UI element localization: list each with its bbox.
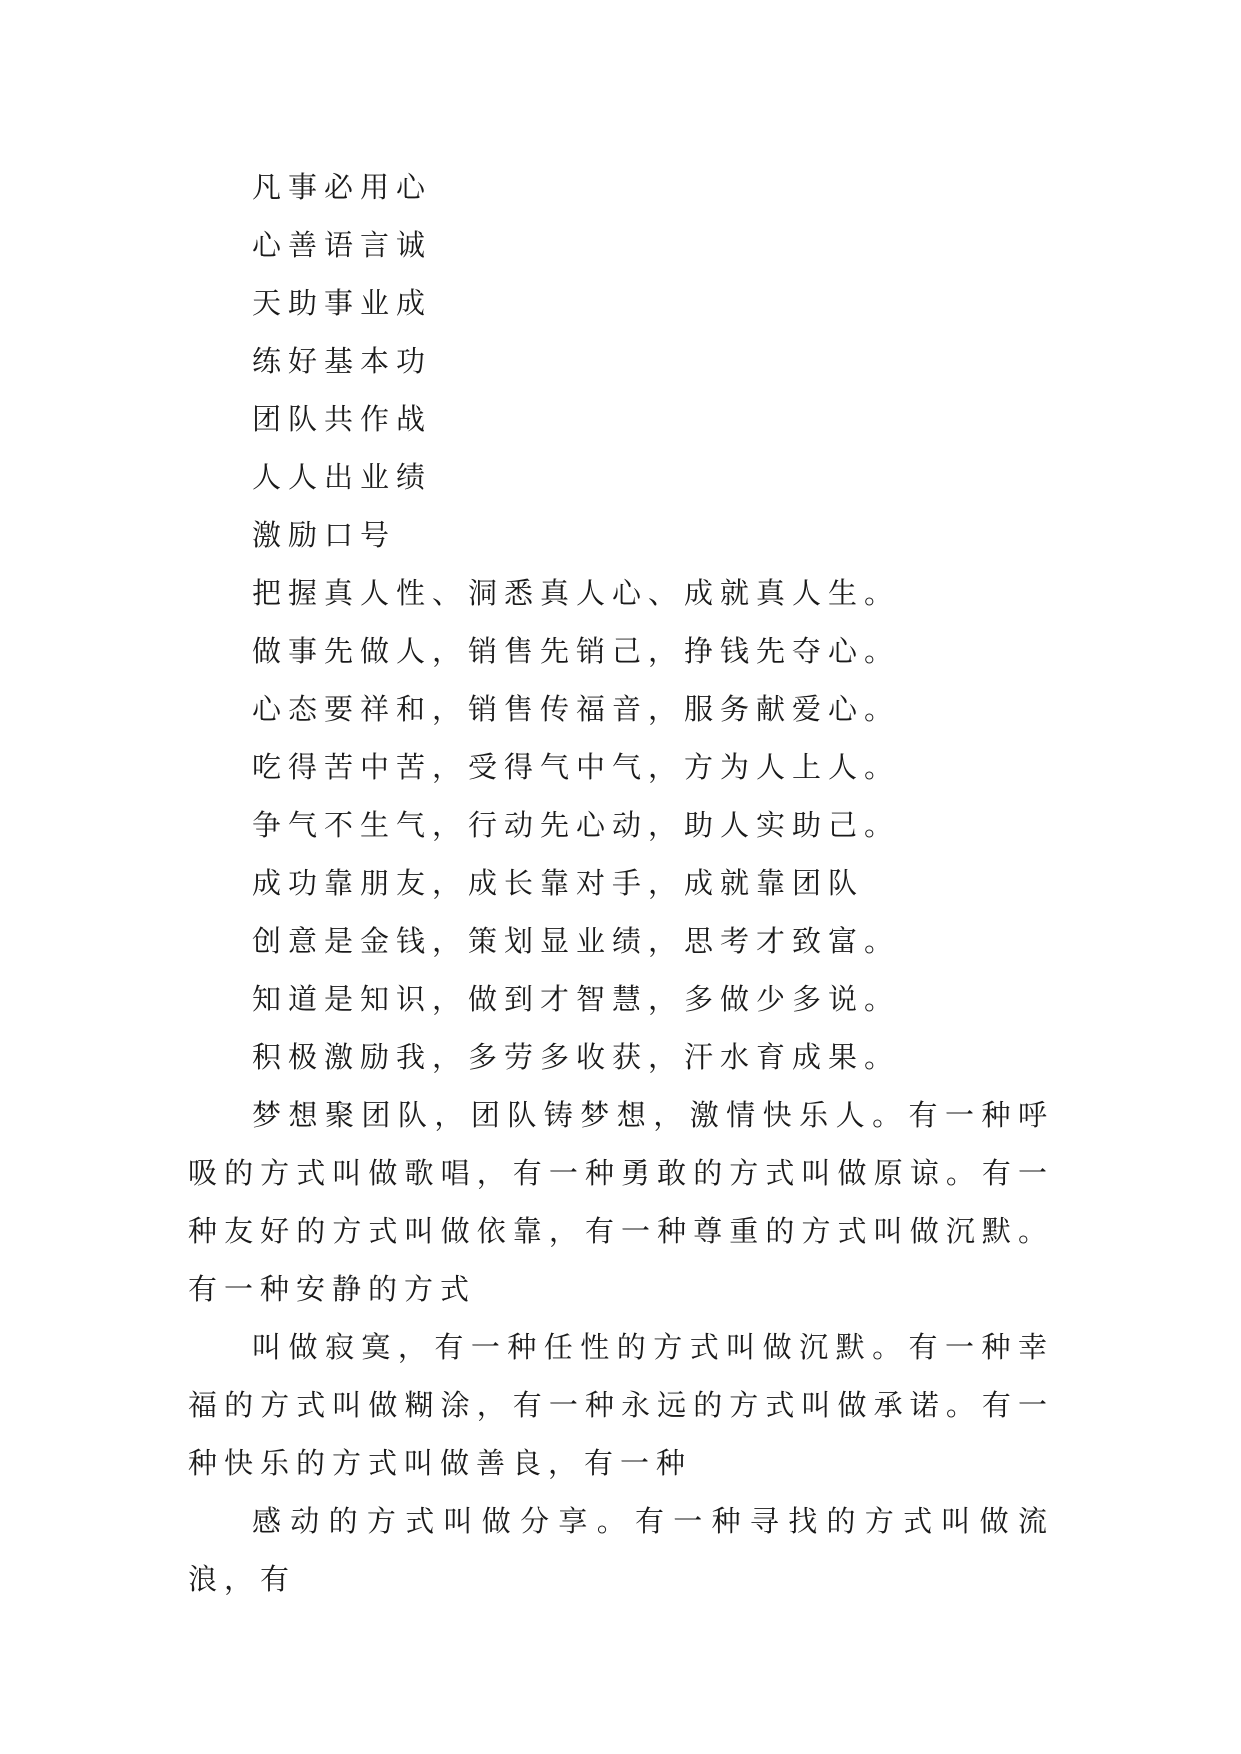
paragraph: 感动的方式叫做分享。有一种寻找的方式叫做流浪，有 — [188, 1504, 1054, 1596]
slogan-line: 把握真人性、洞悉真人心、成就真人生。 — [252, 576, 901, 610]
slogan-line: 创意是金钱，策划显业绩，思考才致富。 — [252, 924, 901, 958]
slogan-line: 心态要祥和，销售传福音，服务献爱心。 — [252, 692, 901, 726]
paragraph: 叫做寂寞，有一种任性的方式叫做沉默。有一种幸福的方式叫做糊涂，有一种永远的方式叫做承诺。有一种快乐的方式叫做善良，有一种 — [188, 1330, 1054, 1480]
slogan-line: 争气不生气，行动先心动，助人实助己。 — [252, 808, 901, 842]
text-line: 心善语言诚 — [252, 228, 433, 262]
slogan-line: 吃得苦中苦，受得气中气，方为人上人。 — [252, 750, 901, 784]
section-heading: 激励口号 — [252, 518, 397, 552]
text-line: 人人出业绩 — [252, 460, 433, 494]
text-line: 凡事必用心 — [252, 170, 433, 204]
slogan-line: 做事先做人，销售先销己，挣钱先夺心。 — [252, 634, 901, 668]
text-line: 练好基本功 — [252, 344, 433, 378]
slogan-line: 知道是知识，做到才智慧，多做少多说。 — [252, 982, 901, 1016]
text-line: 团队共作战 — [252, 402, 433, 436]
text-line: 天助事业成 — [252, 286, 433, 320]
slogan-line: 成功靠朋友，成长靠对手，成就靠团队 — [252, 866, 865, 900]
paragraph: 梦想聚团队，团队铸梦想，激情快乐人。有一种呼吸的方式叫做歌唱，有一种勇敢的方式叫做原谅。有一种友好的方式叫做依靠，有一种尊重的方式叫做沉默。有一种安静的方式 — [188, 1098, 1054, 1306]
slogan-line: 积极激励我，多劳多收获，汗水育成果。 — [252, 1040, 901, 1074]
document-body — [188, 158, 1054, 1608]
